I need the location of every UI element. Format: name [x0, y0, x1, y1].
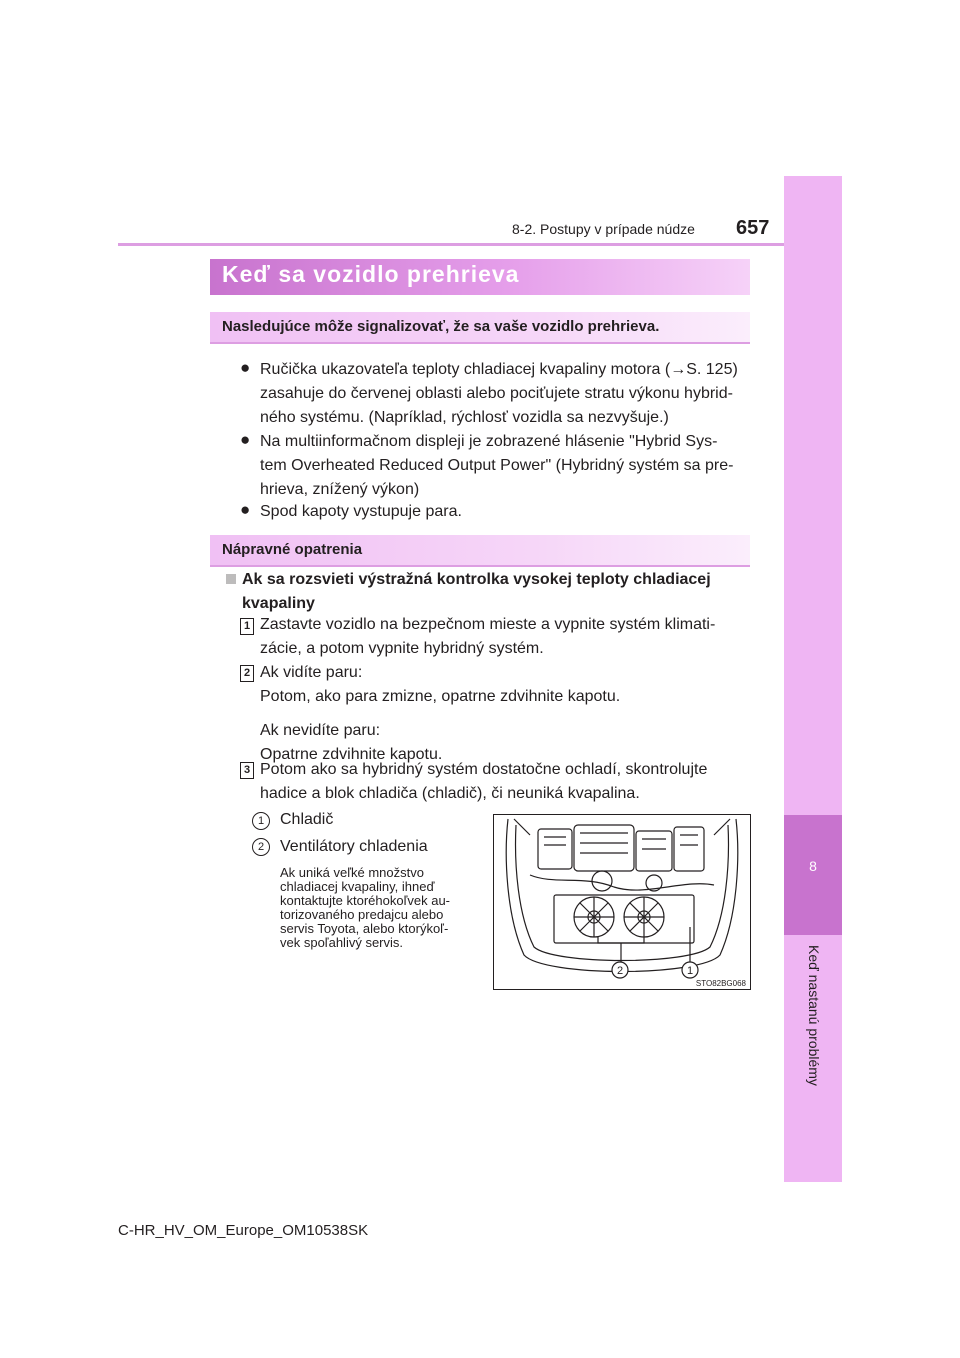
- step-number-3: 3: [240, 762, 254, 779]
- section-reference: 8-2. Postupy v prípade núdze: [512, 221, 695, 237]
- bullet-dot: ●: [240, 500, 251, 519]
- bullet-dot: ●: [240, 358, 251, 377]
- remedy-heading-rule: [210, 565, 750, 567]
- legend-label-2: Ventilátory chladenia: [280, 838, 428, 855]
- page-number: 657: [736, 217, 770, 239]
- chapter-number: 8: [809, 858, 817, 874]
- chapter-label-wrap: [802, 945, 826, 1086]
- bullet-dot: ●: [240, 430, 251, 449]
- step-number-2: 2: [240, 665, 254, 682]
- symptom-3: Spod kapoty vystupuje para.: [260, 503, 462, 520]
- figure-callout-1: 1: [686, 965, 694, 977]
- document-footer: C-HR_HV_OM_Europe_OM10538SK: [118, 1222, 369, 1239]
- step-3-text: Potom ako sa hybridný systém dostatočne ochladí, skontrolujte hadice a blok chladiča (chladič), či neuniká kvapalina.: [260, 761, 708, 802]
- remedy-heading: Nápravné opatrenia: [222, 541, 363, 558]
- warning-heading: Ak sa rozsvieti výstražná kontrolka vysokej teploty chladiacej kvapaliny: [242, 571, 711, 612]
- symptom-2: Na multiinformačnom displeji je zobrazené hlásenie "Hybrid Sys- tem Overheated Reduced Output Power" (Hybridný systém sa pre- hrieva, znížený výkon): [260, 433, 734, 498]
- legend-number-1: 1: [252, 812, 270, 830]
- legend-label-1: Chladič: [280, 811, 334, 828]
- legend-number-2: 2: [252, 838, 270, 856]
- step-number-1: 1: [240, 618, 254, 635]
- figure-callout-2: 2: [616, 965, 624, 977]
- page-title: Keď sa vozidlo prehrieva: [222, 261, 520, 287]
- engine-bay-illustration: [494, 815, 750, 989]
- chapter-label: Keď nastanú problémy: [806, 945, 822, 1086]
- arrow-icon: →: [670, 361, 687, 378]
- intro-heading: Nasledujúce môže signalizovať, že sa vaše vozidlo prehrieva.: [222, 318, 660, 335]
- chapter-number-box: [784, 815, 842, 935]
- step-2-text: Ak vidíte paru: Potom, ako para zmizne, opatrne zdvihnite kapotu. Ak nevidíte paru: Opatrne zdvihnite kapotu.: [260, 664, 621, 763]
- engine-bay-figure: [493, 814, 751, 990]
- header-rule: [118, 243, 784, 246]
- symptom-1: Ručička ukazovateľa teploty chladiacej kvapaliny motora (→S. 125) zasahuje do červenej oblasti alebo pociťujete stratu výkonu hybrid- ného systému. (Napríklad, rýchlosť vozidla sa nezvyšuje.): [260, 361, 738, 426]
- leak-note: Ak uniká veľké množstvo chladiacej kvapaliny, ihneď kontaktujte ktoréhokoľvek au- torizovaného predajcu alebo servis Toyota, alebo ktorýkoľ- vek spoľahlivý servis.: [280, 865, 450, 950]
- figure-code: STO82BG068: [695, 979, 746, 988]
- intro-heading-rule: [210, 342, 750, 344]
- step-1-text: Zastavte vozidlo na bezpečnom mieste a vypnite systém klimati- zácie, a potom vypnite hybridný systém.: [260, 616, 716, 657]
- square-bullet: [226, 574, 236, 584]
